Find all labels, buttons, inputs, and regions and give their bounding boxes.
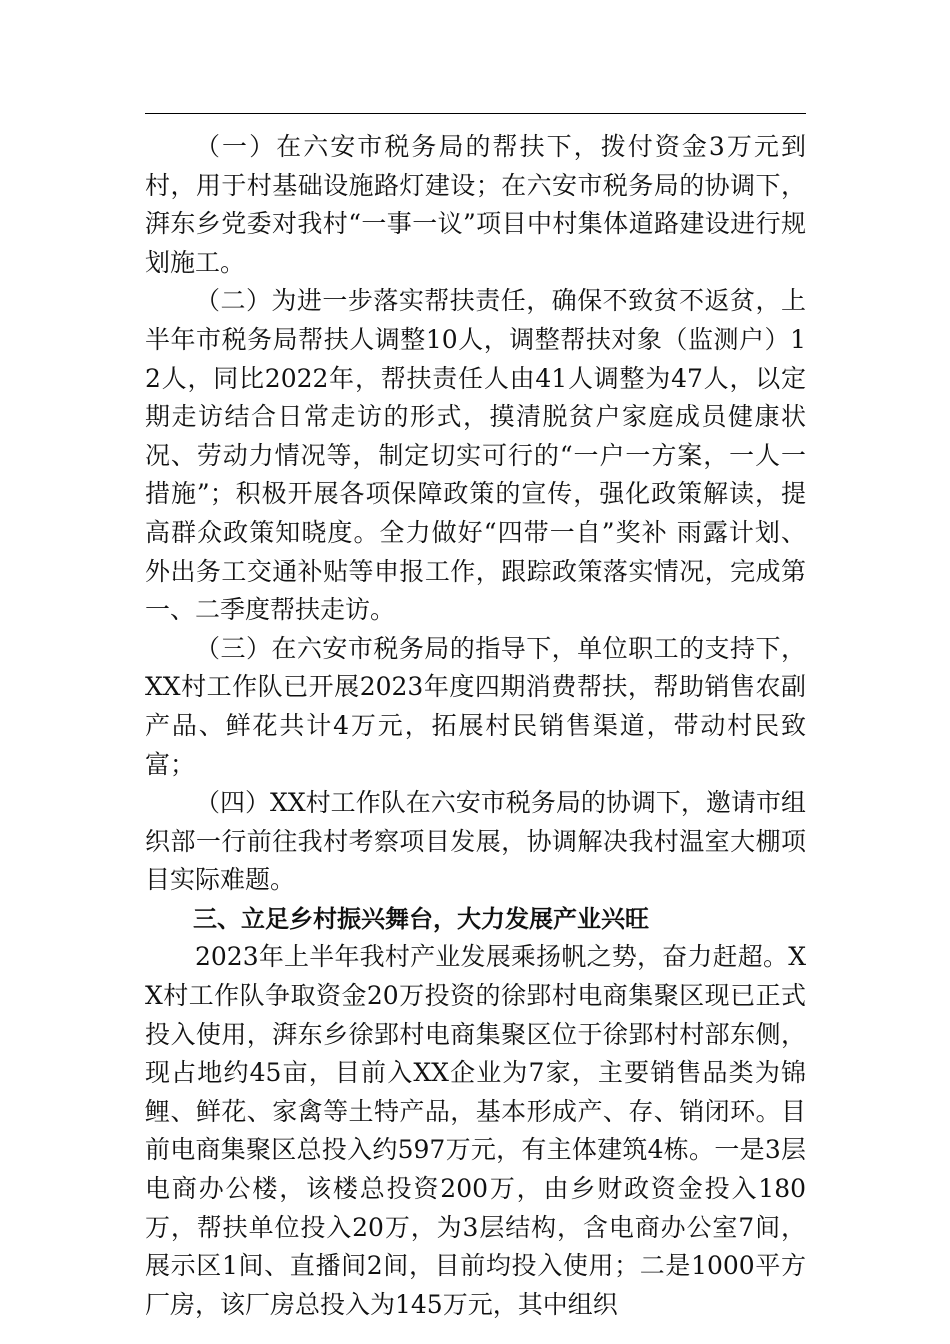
paragraph-4: （四）XX村工作队在六安市税务局的协调下，邀请市组织部一行前往我村考察项目发展，协调解决我村温室大棚项目实际难题。 (145, 788, 806, 895)
document-body (145, 128, 806, 1324)
paragraph-1: （一）在六安市税务局的帮扶下，拨付资金3万元到村，用于村基础设施路灯建设；在六安市税务局的协调下，湃东乡党委对我村“一事一议”项目中村集体道路建设进行规划施工。 (145, 132, 806, 277)
paragraph-5: 2023年上半年我村产业发展乘扬帆之势，奋力赶超。XX村工作队争取资金20万投资的徐郢村电商集聚区现已正式投入使用，湃东乡徐郢村电商集聚区位于徐郢村村部东侧，现占地约45亩，目前入XX企业为7家，主要销售品类为锦鲤、鲜花、家禽等土特产品，基本形成产、存、销闭环。目前电商集聚区总投入约597万元，有主体建筑4栋。一是3层电商办公楼，该楼总投资200万，由乡财政资金投入180万，帮扶单位投入20万，为3层结构，含电商办公室7间，展示区1间、直播间2间，目前均投入使用；二是1000平方厂房，该厂房总投入为145万元，其中组织 (145, 942, 806, 1319)
paragraph-2: （二）为进一步落实帮扶责任，确保不致贫不返贫，上半年市税务局帮扶人调整10人，调整帮扶对象（监测户）12人，同比2022年，帮扶责任人由41人调整为47人，以定期走访结合日常走访的形式，摸清脱贫户家庭成员健康状况、劳动力情况等，制定切实可行的“一户一方案，一人一措施”；积极开展各项保障政策的宣传，强化政策解读，提高群众政策知晓度。全力做好“四带一自”奖补 雨露计划、 外出务工交通补贴等申报工作，跟踪政策落实情况，完成第一、二季度帮扶走访。 (145, 286, 806, 625)
paragraph-3: （三）在六安市税务局的指导下，单位职工的支持下，XX村工作队已开展2023年度四期消费帮扶，帮助销售农副产品、鲜花共计4万元，拓展村民销售渠道，带动村民致富； (145, 633, 806, 779)
section-heading-3: 三、立足乡村振兴舞台，大力发展产业兴旺 (193, 904, 649, 933)
header-rule (145, 113, 806, 114)
